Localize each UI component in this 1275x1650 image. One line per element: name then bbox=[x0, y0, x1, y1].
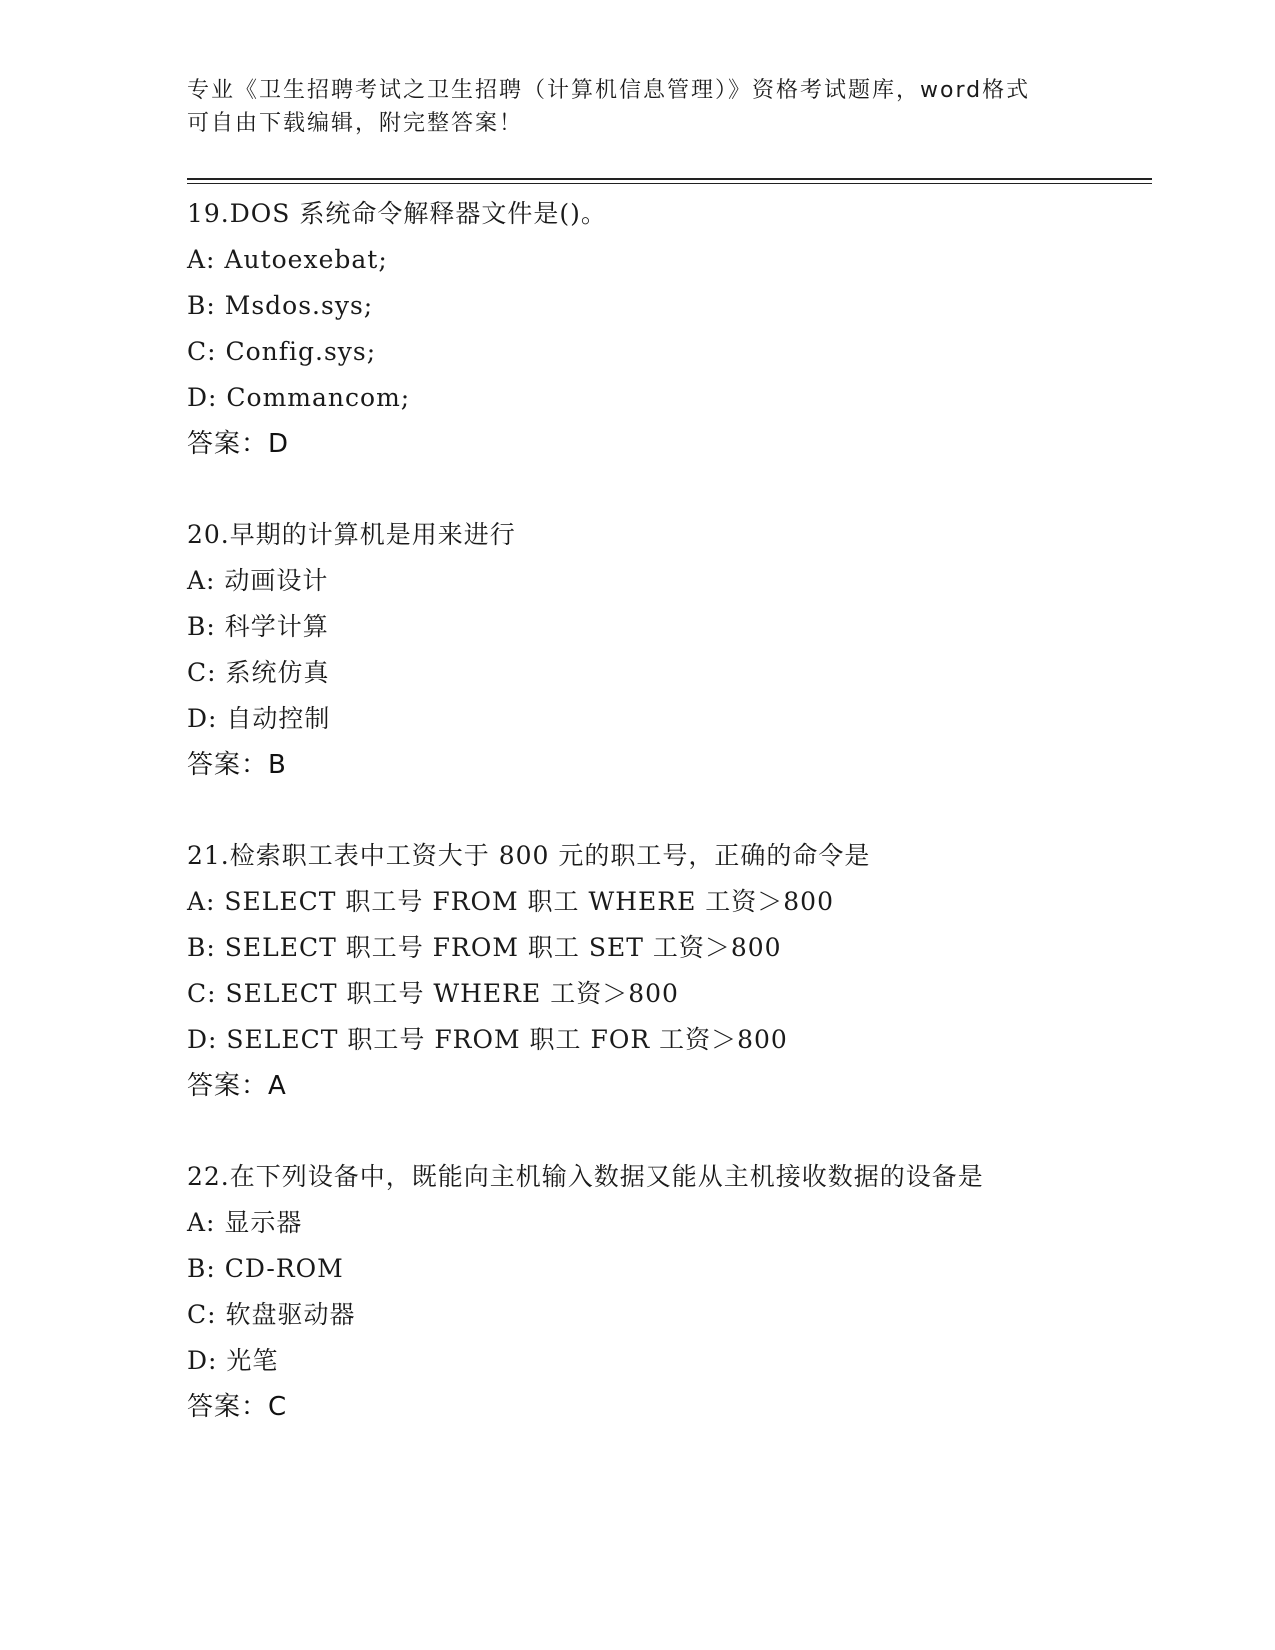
option-d: D: 自动控制 bbox=[187, 704, 331, 733]
header-divider-thin bbox=[187, 183, 1152, 184]
option-b: B: Msdos.sys; bbox=[187, 291, 374, 320]
option-d: D: SELECT 职工号 FROM 职工 FOR 工资＞800 bbox=[187, 1025, 788, 1054]
header-divider-thick bbox=[187, 178, 1152, 180]
option-c: C: 软盘驱动器 bbox=[187, 1300, 356, 1329]
option-a: A: SELECT 职工号 FROM 职工 WHERE 工资＞800 bbox=[187, 887, 834, 916]
option-d: D: Commancom; bbox=[187, 383, 411, 412]
question-list bbox=[187, 191, 1147, 1430]
question-20 bbox=[187, 512, 1147, 788]
header-line-2: 可自由下载编辑，附完整答案！ bbox=[187, 111, 524, 136]
option-b: B: CD-ROM bbox=[187, 1254, 344, 1283]
question-stem: 21.检索职工表中工资大于 800 元的职工号，正确的命令是 bbox=[187, 841, 871, 870]
question-21 bbox=[187, 833, 1147, 1109]
option-c: C: SELECT 职工号 WHERE 工资＞800 bbox=[187, 979, 679, 1008]
question-19 bbox=[187, 191, 1147, 467]
option-a: A: Autoexebat; bbox=[187, 245, 388, 274]
option-c: C: 系统仿真 bbox=[187, 658, 330, 687]
header-line-1: 专业《卫生招聘考试之卫生招聘（计算机信息管理）》资格考试题库，word格式 bbox=[187, 78, 1031, 103]
answer-line: 答案：D bbox=[187, 429, 290, 459]
option-b: B: 科学计算 bbox=[187, 612, 329, 641]
option-a: A: 显示器 bbox=[187, 1208, 303, 1237]
answer-line: 答案：B bbox=[187, 750, 287, 780]
question-stem: 20.早期的计算机是用来进行 bbox=[187, 520, 516, 549]
answer-line: 答案：A bbox=[187, 1071, 287, 1101]
answer-line: 答案：C bbox=[187, 1392, 288, 1422]
option-b: B: SELECT 职工号 FROM 职工 SET 工资＞800 bbox=[187, 933, 782, 962]
question-stem: 19.DOS 系统命令解释器文件是()。 bbox=[187, 199, 607, 228]
option-d: D: 光笔 bbox=[187, 1346, 279, 1375]
option-a: A: 动画设计 bbox=[187, 566, 329, 595]
question-stem: 22.在下列设备中，既能向主机输入数据又能从主机接收数据的设备是 bbox=[187, 1162, 984, 1191]
option-c: C: Config.sys; bbox=[187, 337, 377, 366]
question-22 bbox=[187, 1154, 1147, 1430]
document-header bbox=[187, 74, 1087, 140]
